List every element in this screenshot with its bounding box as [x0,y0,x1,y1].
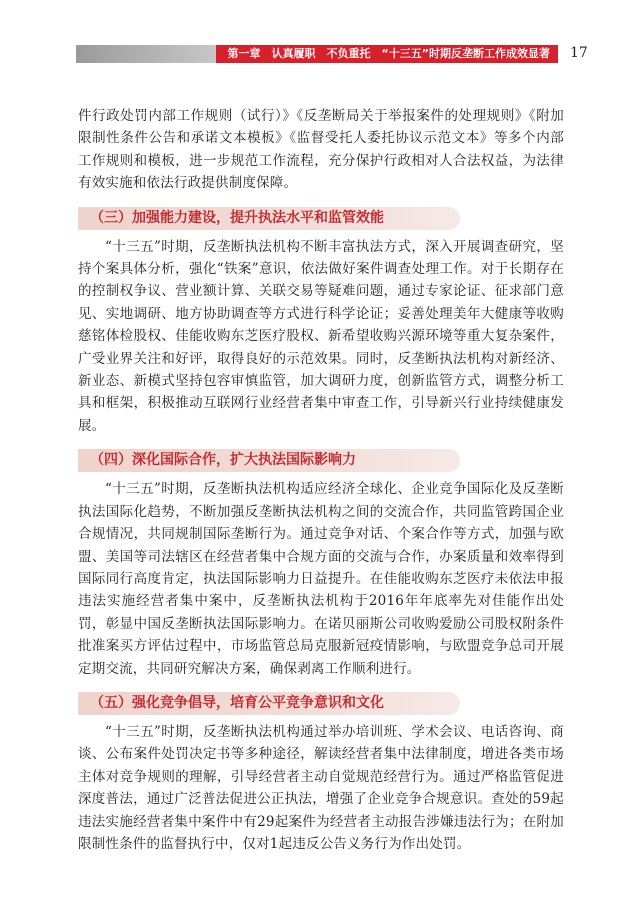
section-3-paragraph: “十三五”时期，反垄断执法机构不断丰富执法方式，深入开展调查研究，坚持个案具体分析，强化“铁案”意识，依法做好案件调查处理工作。对于长期存在的控制权争议、营业额计算、关联交易等疑难问题，通过专家论证、征求部门意见、实地调研、地方协助调查等方式进行科学论证；妥善处理美年大健康等收购慈铭体检股权、佳能收购东芝医疗股权、新希望收购兴源环境等重大复杂案件，广受业界关注和好评，取得良好的示范效果。同时，反垄断执法机构对新经济、新业态、新模式坚持包容审慎监管，加大调研力度，创新监管方式，调整分析工具和框架，积极推动互联网行业经营者集中审查工作，引导新兴行业持续健康发展。 [78,238,564,434]
section-heading-3-text: （三）加强能力建设，提升执法水平和监管效能 [90,209,384,226]
section-heading-4-text: （四）深化国际合作，扩大执法国际影响力 [90,452,356,469]
intro-paragraph: 件行政处罚内部工作规则（试行）》《反垄断局关于举报案件的处理规则》《附加限制性条件公告和承诺文本模板》《监督受托人委托协议示范文本》等多个内部工作规则和模板，进一步规范工作流程，充分保护行政相对人合法权益，为法律有效实施和依法行政提供制度保障。 [78,108,564,192]
section-heading-5-text: （五）强化竞争倡导，培育公平竞争意识和文化 [90,694,384,711]
document-body [78,105,564,855]
section-heading-5 [78,692,460,715]
chapter-title: 第一章 认真履职 不负重托 “十三五”时期反垄断工作成效显著 [216,45,558,63]
chapter-header-band [76,45,558,63]
section-heading-3 [78,207,460,230]
page-number: 17 [570,45,588,61]
section-4-paragraph: “十三五”时期，反垄断执法机构适应经济全球化、企业竞争国际化及反垄断执法国际化趋势，不断加强反垄断执法机构之间的交流合作，共同监管跨国企业合规情况，共同规制国际垄断行为。通过竞争对话、个案合作等方式，加强与欧盟、美国等司法辖区在经营者集中合规方面的交流与合作，办案质量和效率得到国际同行高度肯定，执法国际影响力日益提升。在佳能收购东芝医疗未依法申报违法实施经营者集中案中，反垄断执法机构于2016年年底率先对佳能作出处罚，彰显中国反垄断执法国际影响力。在诺贝丽斯公司收购爱励公司股权附条件批准案买方评估过程中，市场监管总局克服新冠疫情影响，与欧盟竞争总司开展定期交流，共同研究解决方案，确保剥离工作顺利进行。 [78,481,564,677]
section-5-paragraph: “十三五”时期，反垄断执法机构通过举办培训班、学术会议、电话咨询、商谈、公布案件处罚决定书等多种途径，解读经营者集中法律制度，增进各类市场主体对竞争规则的理解，引导经营者主动自觉规范经营行为。通过严格监管促进深度普法，通过广泛普法促进公正执法，增强了企业竞争合规意识。查处的59起违法实施经营者集中案件中有29起案件为经营者主动报告涉嫌违法行为；在附加限制性条件的监督执行中，仅对1起违反公告义务行为作出处罚。 [78,723,564,852]
header-gray-bar [76,45,216,63]
section-heading-4 [78,449,460,472]
